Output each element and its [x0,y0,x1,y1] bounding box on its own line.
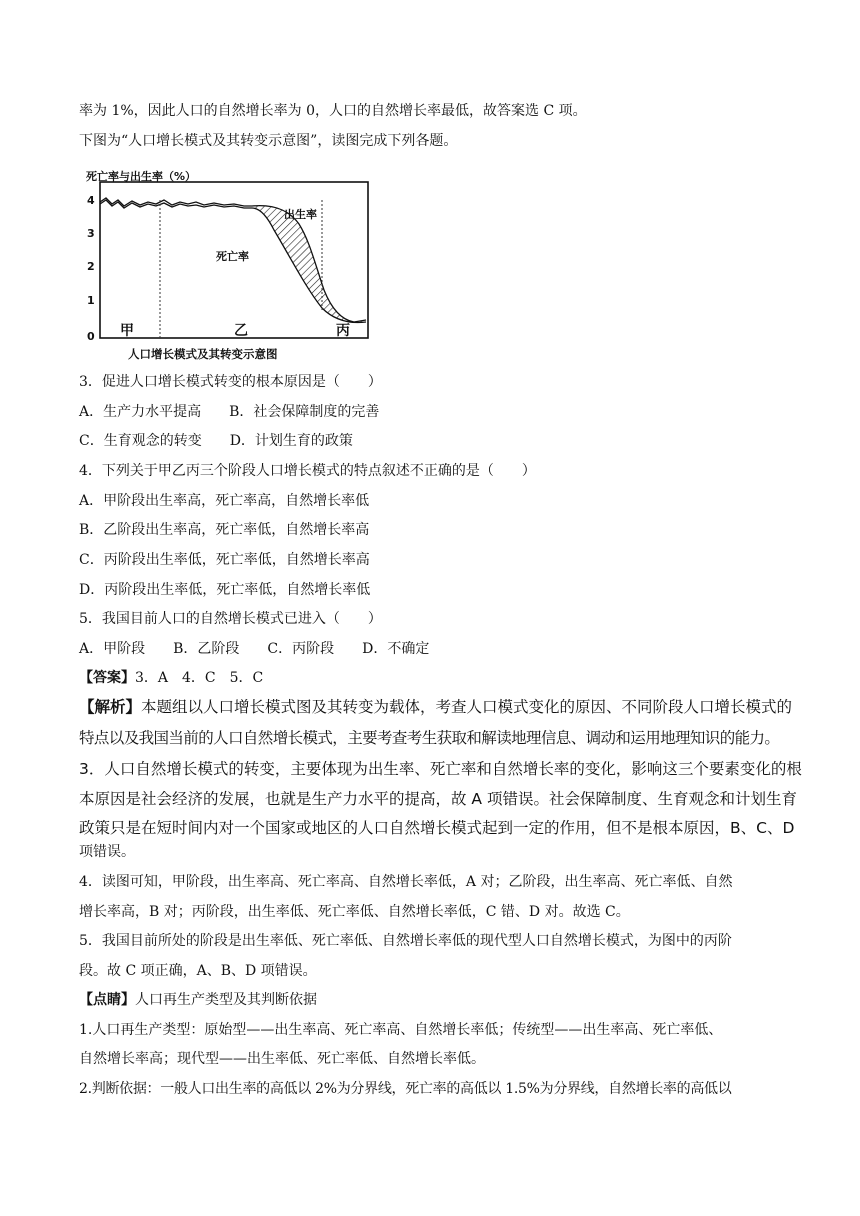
explain-3-line-3: 政策只是在短时间内对一个国家或地区的人口自然增长模式起到一定的作用，但不是根本原因，B、C、D [79,819,795,837]
question-3: 3．促进人口增长模式转变的根本原因是（ ） [79,374,382,390]
y-tick-3: 3 [87,227,95,240]
explain-5-line-2: 段。故 C 项正确，A、B、D 项错误。 [79,963,317,979]
death-rate-label: 死亡率 [216,250,249,263]
tip-title: 人口再生产类型及其判断依据 [135,992,317,1008]
explain-4-line-1: 4．读图可知，甲阶段，出生率高、死亡率高、自然增长率低，A 对；乙阶段，出生率高、死亡率低、自然 [79,874,733,890]
y-tick-4: 4 [87,194,95,207]
y-tick-2: 2 [87,260,95,273]
stage-label-yi: 乙 [234,323,248,339]
answer-line [79,668,263,688]
question-4: 4．下列关于甲乙丙三个阶段人口增长模式的特点叙述不正确的是（ ） [79,463,536,479]
question-4-option-c: C．丙阶段出生率低，死亡率低，自然增长率高 [79,552,370,568]
tip-line [79,990,317,1010]
tip-1-line-1: 1.人口再生产类型：原始型——出生率高、死亡率高、自然增长率低；传统型——出生率高、死亡率低、 [79,1022,723,1038]
population-growth-chart [84,160,384,368]
analysis-text-1: 本题组以人口增长模式图及其转变为载体，考查人口模式变化的原因、不同阶段人口增长模式的 [141,698,793,716]
answer-tag: 【答案】 [79,670,135,686]
explain-5-line-1: 5．我国目前所处的阶段是出生率低、死亡率低、自然增长率低的现代型人口自然增长模式，为图中的丙阶 [79,933,732,949]
question-3-options-cd: C．生育观念的转变 D．计划生育的政策 [79,433,353,449]
tip-1-line-2: 自然增长率高；现代型——出生率低、死亡率低、自然增长率低。 [79,1051,485,1067]
question-3-options-ab: A．生产力水平提高 B．社会保障制度的完善 [79,404,380,420]
question-4-option-d: D．丙阶段出生率低，死亡率低，自然增长率低 [79,582,371,598]
answer-text: 3．A 4．C 5．C [135,670,264,686]
natural-growth-area [252,206,364,323]
chart-caption: 人口增长模式及其转变示意图 [128,347,278,361]
question-4-option-b: B．乙阶段出生率高，死亡率低，自然增长率高 [79,522,370,538]
analysis-tag: 【解析】 [79,698,142,716]
chart-y-axis-label: 死亡率与出生率（%） [86,170,197,183]
explain-3-line-4: 项错误。 [79,844,135,860]
question-5: 5．我国目前人口的自然增长模式已进入（ ） [79,611,382,627]
text-line-2: 下图为“人口增长模式及其转变示意图”，读图完成下列各题。 [79,133,458,149]
birth-rate-label: 出生率 [284,208,317,221]
question-5-options: A．甲阶段 B．乙阶段 C．丙阶段 D．不确定 [79,641,430,657]
tip-tag: 【点睛】 [79,992,135,1008]
explain-3-line-2: 本原因是社会经济的发展，也就是生产力水平的提高，故 A 项错误。社会保障制度、生育观念和计划生育 [79,790,797,808]
analysis-line-1 [79,697,792,717]
text-line-1: 率为 1%，因此人口的自然增长率为 0，人口的自然增长率最低，故答案选 C 项。 [79,103,587,119]
explain-4-line-2: 增长率高，B 对；丙阶段，出生率低、死亡率低、自然增长率低，C 错、D 对。故选 C。 [79,904,630,920]
y-tick-1: 1 [87,294,95,307]
explain-3-line-1: 3．人口自然增长模式的转变，主要体现为出生率、死亡率和自然增长率的变化，影响这三个要素变化的根 [79,760,802,778]
stage-label-bing: 丙 [336,323,350,339]
question-4-option-a: A．甲阶段出生率高，死亡率高，自然增长率低 [79,493,370,509]
analysis-line-2: 特点以及我国当前的人口自然增长模式，主要考查考生获取和解读地理信息、调动和运用地理知识的能力。 [79,729,780,747]
stage-label-jia: 甲 [120,323,134,339]
tip-2-line-1: 2.判断依据：一般人口出生率的高低以 2%为分界线，死亡率的高低以 1.5%为分界线，自然增长率的高低以 [79,1081,732,1097]
y-tick-0: 0 [87,330,95,343]
